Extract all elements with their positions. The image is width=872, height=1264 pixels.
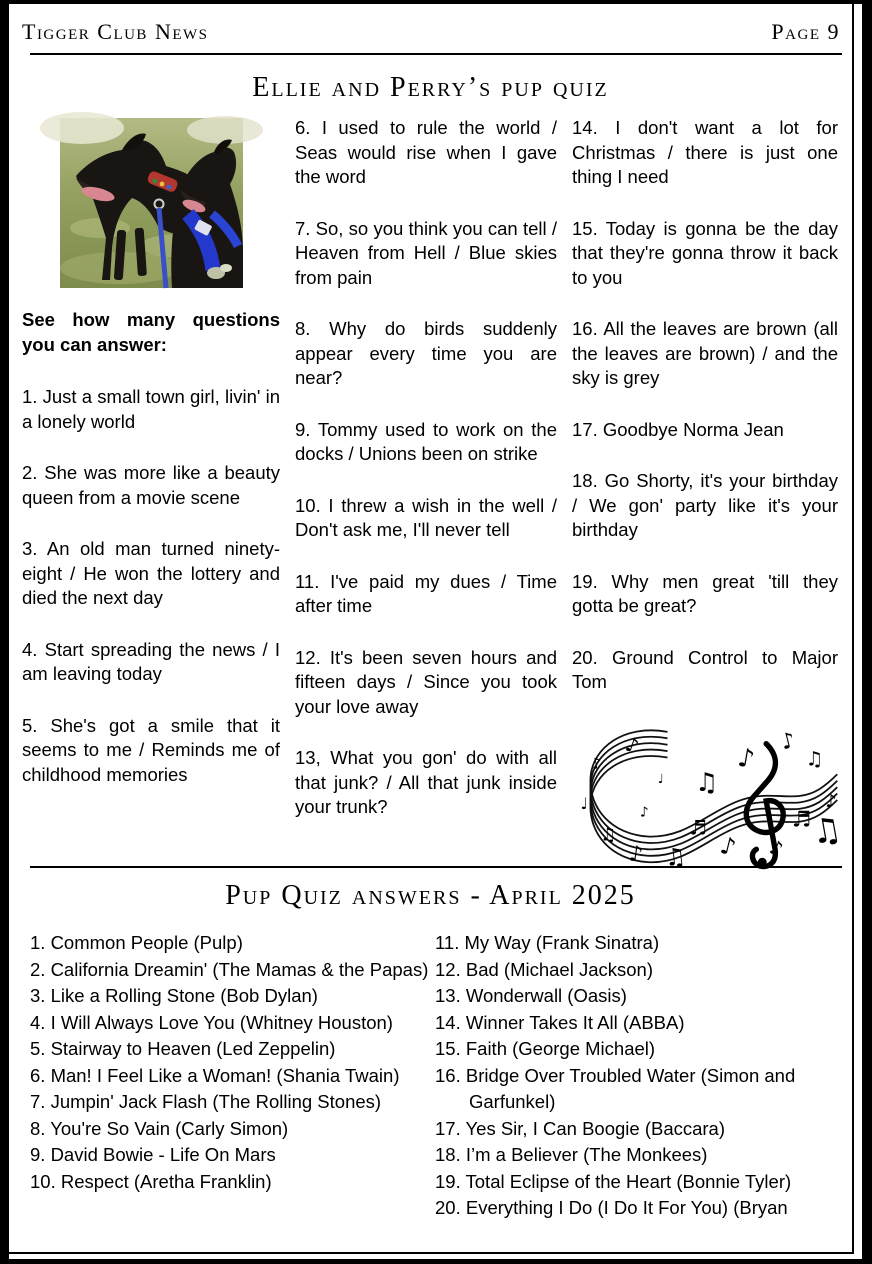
answer-item: 8. You're So Vain (Carly Simon) [30,1117,289,1139]
quiz-question: 9. Tommy used to work on the docks / Unions been on strike [295,418,557,464]
newsletter-sheet [9,4,854,1254]
newsletter-header [9,4,852,51]
quiz-question: 8. Why do birds suddenly appear every time you are near? [295,318,557,388]
quiz-column-1 [22,116,280,872]
answer-item: 5. Stairway to Heaven (Led Zeppelin) [30,1038,336,1059]
svg-text:♪: ♪ [766,834,787,861]
header-rule [30,53,842,55]
answer-item: 20. Everything I Do (I Do It For You) (Bryan [435,1197,788,1218]
quiz-question: 10. I threw a wish in the well / Don't ask me, I'll never tell [295,494,557,540]
quiz-question: 20. Ground Control to Major Tom [572,646,838,692]
svg-text:♪: ♪ [717,830,739,862]
quiz-columns [9,110,852,872]
quiz-section [9,72,852,872]
quiz-column-2 [295,116,557,872]
answer-item: 12. Bad (Michael Jackson) [435,958,653,980]
quiz-question: 5. She's got a smile that it seems to me / Reminds me of childhood memories [22,714,280,785]
quiz-question: 1. Just a small town girl, livin' in a lonely world [22,386,280,432]
quiz-question: 17. Goodbye Norma Jean [572,418,784,440]
quiz-question: 3. An old man turned ninety-eight / He won the lottery and died the next day [22,538,280,608]
svg-text:♪: ♪ [735,742,757,775]
svg-text:♪: ♪ [639,804,649,821]
answer-item: 6. Man! I Feel Like a Woman! (Shania Twain) [30,1064,400,1086]
answers-section [9,880,852,1222]
svg-text:♫: ♫ [695,767,719,798]
svg-text:♬: ♬ [791,807,812,833]
quiz-question: 13, What you gon' do with all that junk? / All that junk inside your trunk? [295,747,557,817]
quiz-question-list-3 [572,116,838,695]
quiz-question-list-1 [22,385,280,787]
answer-item: 18. I’m a Believer (The Monkees) [435,1144,708,1165]
quiz-question: 12. It's been seven hours and fifteen days / Since you took your love away [295,646,557,717]
quiz-question: 15. Today is gonna be the day that they're gonna throw it back to you [572,217,838,288]
dogs-photo-image [60,118,243,288]
answer-item: 13. Wonderwall (Oasis) [435,985,627,1006]
svg-text:♪: ♪ [825,791,837,812]
svg-text:♫: ♫ [600,824,617,845]
answers-title: Pup Quiz answers - April 2025 [225,880,636,911]
answer-item: 2. California Dreamin' (The Mamas & the Papas) [30,958,429,980]
answer-item: 3. Like a Rolling Stone (Bob Dylan) [30,985,318,1006]
svg-text:♩: ♩ [657,771,664,787]
answer-item: 19. Total Eclipse of the Heart (Bonnie Tyler) [435,1170,792,1192]
dogs-photo [60,118,243,288]
quiz-question: 6. I used to rule the world / Seas would rise when I gave the word [295,117,557,187]
quiz-column-3 [572,116,845,872]
answer-item: 7. Jumpin' Jack Flash (The Rolling Stones) [30,1091,382,1112]
answers-column-2 [435,930,842,1222]
quiz-question: 4. Start spreading the news / I am leaving today [22,638,280,684]
answer-item: 4. I Will Always Love You (Whitney Houston) [30,1011,393,1033]
quiz-intro: See how many questions you can answer: [22,309,280,355]
answer-item: 10. Respect (Aretha Franklin) [30,1170,272,1192]
svg-text:♪: ♪ [622,732,642,758]
svg-text:♬: ♬ [689,816,707,839]
quiz-question: 19. Why men great 'till they gotta be great? [572,570,838,616]
quiz-title: Ellie and Perry’s pup quiz [252,72,609,103]
quiz-question: 7. So, so you think you can tell / Heaven from Hell / Blue skies from pain [295,217,557,288]
answer-item: 14. Winner Takes It All (ABBA) [435,1011,685,1033]
svg-text:♫: ♫ [663,841,688,872]
answer-item: 9. David Bowie - Life On Mars [30,1144,276,1165]
music-notes-icon [572,722,845,872]
quiz-question-list-2 [295,116,557,820]
quiz-question: 2. She was more like a beauty queen from a movie scene [22,462,280,508]
answer-item: 15. Faith (George Michael) [435,1038,656,1059]
answers-column-1 [30,930,435,1222]
newsletter-title: Tigger Club News [22,19,209,44]
svg-text:♩: ♩ [580,793,589,813]
quiz-question: 16. All the leaves are brown (all the leaves are brown) / and the sky is grey [572,318,838,388]
svg-text:♪: ♪ [627,840,645,868]
quiz-question: 18. Go Shorty, it's your birthday / We gon' party like it's your birthday [572,470,838,540]
svg-text:♪: ♪ [589,754,603,773]
svg-text:♫: ♫ [805,746,824,770]
answer-item: 16. Bridge Over Troubled Water (Simon and Garfunkel) [435,1064,796,1112]
answers-columns [9,922,852,1222]
answer-item: 1. Common People (Pulp) [30,932,243,953]
page-number: Page 9 [771,19,840,44]
svg-text:♫: ♫ [808,808,845,852]
quiz-question: 11. I've paid my dues / Time after time [295,570,557,616]
answer-item: 17. Yes Sir, I Can Boogie (Baccara) [435,1117,726,1139]
answer-item: 11. My Way (Frank Sinatra) [435,932,660,953]
svg-text:♪: ♪ [778,727,798,755]
quiz-question: 14. I don't want a lot for Christmas / there is just one thing I need [572,117,838,187]
